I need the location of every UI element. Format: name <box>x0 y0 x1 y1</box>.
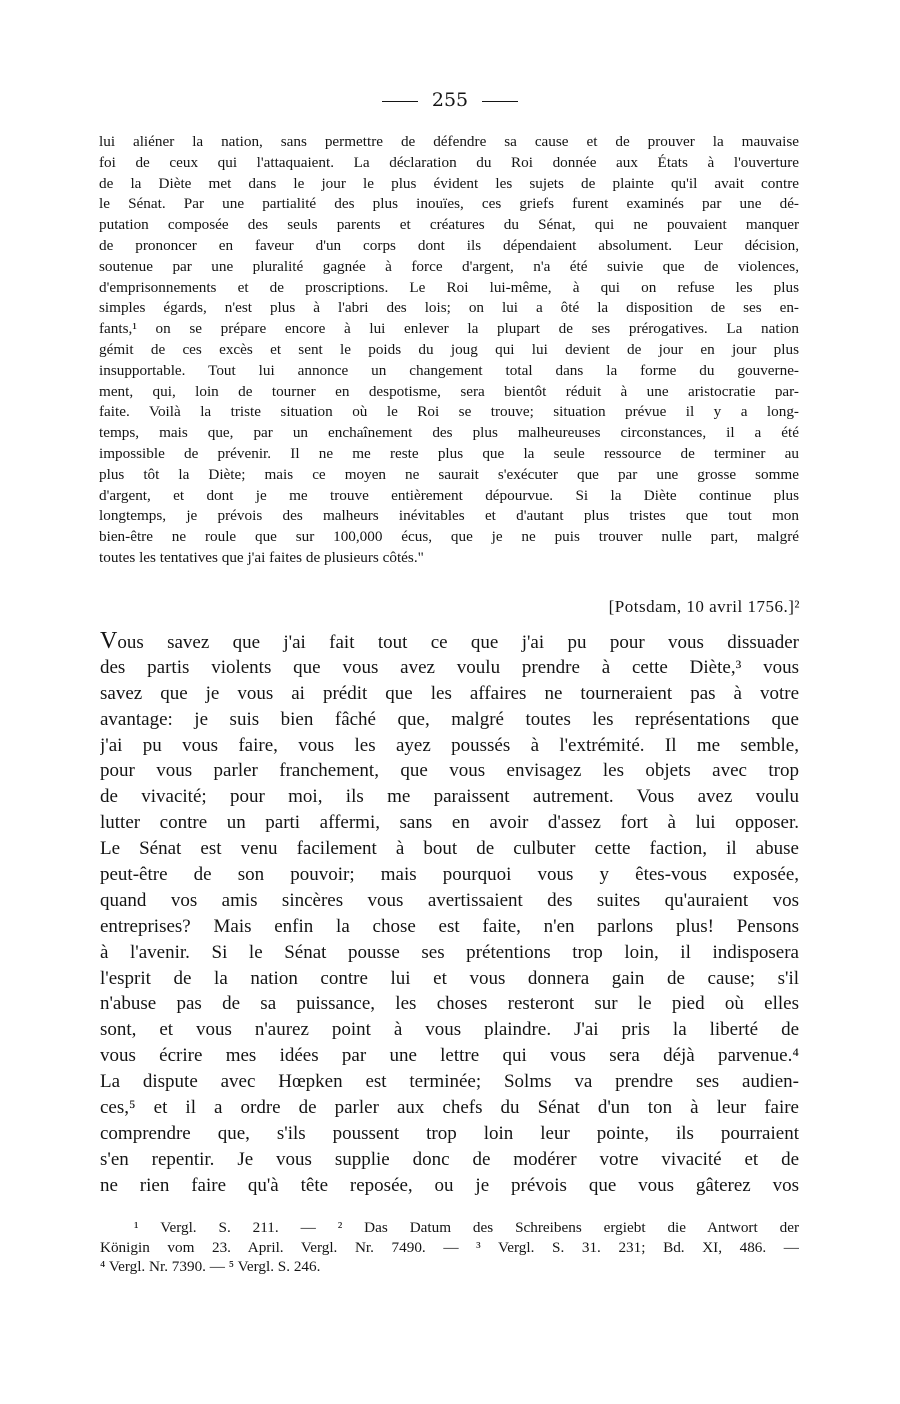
qline-text-line: lui aliéner la nation, sans permettre de défendre sa cause et de prouver la mauvaise <box>99 133 799 150</box>
qline-text-line: fants,¹ on se prépare encore à lui enlever la plupart de ses prérogatives. La nation <box>99 320 799 338</box>
bline-text-line: Le Sénat est venu facilement à bout de culbuter cette faction, il abuse <box>100 838 799 860</box>
letter-body <box>100 629 799 1199</box>
bline-text-line: quand vos amis sincères vous avertissaient des suites qu'auraient vos <box>100 889 799 911</box>
qline-text-line: toutes les tentatives que j'ai faites de plusieurs côtés." <box>99 548 424 566</box>
nline-text-line: ⁴ Vergl. Nr. 7390. — ⁵ Vergl. S. 246. <box>100 1258 321 1275</box>
qline-text-line: insupportable. Tout lui annonce un changement total dans la forme du gouverne- <box>99 361 799 379</box>
bline-text-line: ne rien faire qu'à tête reposée, ou je prévois que vous gâterez vos <box>100 1174 799 1196</box>
bline-text-line: pour vous parler franchement, que vous envisagez les objets avec trop <box>100 760 799 782</box>
header-rule-left <box>382 101 418 102</box>
qline-text-line: d'argent, et dont je me trouve entièrement dépourvue. Si la Diète continue plus <box>99 486 799 504</box>
quoted-passage <box>99 132 799 569</box>
bline-text-line: à l'avenir. Si le Sénat pousse ses prétentions trop loin, il indisposera <box>100 941 799 963</box>
bline-text-line: entreprises? Mais enfin la chose est faite, n'en parlons plus! Pensons <box>100 915 799 937</box>
bline-text-line: de vivacité; pour moi, ils me paraissent autrement. Vous avez voulu <box>100 786 799 808</box>
page-number: 255 <box>431 89 469 111</box>
bline-text-line: avantage: je suis bien fâché que, malgré toutes les représentations que <box>100 708 799 730</box>
qline-text-line: foi de ceux qui l'attaquaient. La déclaration du Roi donnée aux États à l'ouverture <box>99 153 799 171</box>
bline-text-line: vous écrire mes idées par une lettre qui vous sera déjà parvenue.⁴ <box>100 1045 799 1067</box>
qline-text-line: le Sénat. Par une partialité des plus inouïes, ces griefs furent examinés par une dé- <box>99 195 799 213</box>
header-rule-right <box>482 101 518 102</box>
bline-text-line: ces,⁵ et il a ordre de parler aux chefs du Sénat d'un ton à leur faire <box>100 1097 799 1119</box>
qline-text-line: longtemps, je prévois des malheurs inévitables et d'autant plus tristes que tout mon <box>99 507 799 525</box>
qline-text-line: putation composée des seuls parents et créatures du Sénat, qui ne pouvaient manquer <box>99 216 799 234</box>
bline-text-line: j'ai pu vous faire, vous les ayez poussés à l'extrémité. Il me semble, <box>100 734 799 756</box>
footnotes <box>100 1218 799 1277</box>
qline-text-line: gémit de ces excès et sent le poids du joug qui lui devient de jour en jour plus <box>99 340 799 358</box>
qline-text-line: de prononcer en faveur d'un corps dont ils dépendaient absolument. Leur décision, <box>99 236 799 254</box>
bline-text-line: Vous savez que j'ai fait tout ce que j'ai pu pour vous dissuader <box>100 629 799 654</box>
page-header <box>0 88 900 112</box>
bline-text-line: l'esprit de la nation contre lui et vous donnera gain de cause; s'il <box>100 967 799 989</box>
qline-text-line: simples égards, n'est plus à l'abri des lois; on lui a ôté la disposition de ses en- <box>99 299 799 317</box>
bline-text-line: des partis violents que vous avez voulu prendre à cette Diète,³ vous <box>100 656 799 678</box>
bline-text-line: n'abuse pas de sa puissance, les choses resteront sur le pied où elles <box>100 993 799 1015</box>
qline-text-line: temps, mais que, par un enchaînement des plus malheureuses circonstances, il a été <box>99 424 799 442</box>
bline-text-line: s'en repentir. Je vous supplie donc de modérer votre vivacité et de <box>100 1148 799 1170</box>
qline-text-line: soutenue par une pluralité gagnée à force d'argent, n'a été suivie que de violences, <box>99 257 799 275</box>
bline-text-line: La dispute avec Hœpken est terminée; Solms va prendre ses audien- <box>100 1071 799 1093</box>
qline-text-line: d'emprisonnements et de proscriptions. Le Roi lui-même, à qui on refuse les plus <box>99 278 799 296</box>
bline-text-line: lutter contre un parti affermi, sans en avoir d'assez fort à lui opposer. <box>100 812 799 834</box>
qline-text-line: bien-être ne roule que sur 100,000 écus, que je ne puis trouver nulle part, malgré <box>99 528 799 546</box>
letter-dateline: [Potsdam, 10 avril 1756.]² <box>608 597 800 616</box>
bline-text-line: sont, et vous n'aurez point à vous plaindre. J'ai pris la liberté de <box>100 1019 799 1041</box>
qline-text-line: plus tôt la Diète; mais ce moyen ne saurait s'exécuter que par une grosse somme <box>99 465 799 483</box>
qline-text-line: de la Diète met dans le jour le plus évident les sujets de plainte qu'il avait contre <box>99 174 799 192</box>
bline-text-line: comprendre que, s'ils poussent trop loin leur pointe, ils pourraient <box>100 1122 799 1144</box>
qline-text-line: ment, qui, loin de tourner en despotisme, sera bientôt réduit à une aristocratie par- <box>99 382 799 400</box>
qline-text-line: faite. Voilà la triste situation où le Roi se trouve; situation prévue il y a long- <box>99 403 799 421</box>
nline-text-line: ¹ Vergl. S. 211. — ² Das Datum des Schreibens ergiebt die Antwort der <box>134 1219 799 1236</box>
bline-text-line: savez que je vous ai prédit que les affaires ne tourneraient pas à votre <box>100 682 799 704</box>
qline-text-line: impossible de prévenir. Il ne me reste plus que la seule ressource de terminer au <box>99 444 799 462</box>
nline-text-line: Königin vom 23. April. Vergl. Nr. 7490. — ³ Vergl. S. 31. 231; Bd. XI, 486. — <box>100 1238 799 1256</box>
bline-text-line: peut-être de son pouvoir; mais pourquoi vous y êtes-vous exposée, <box>100 864 799 886</box>
